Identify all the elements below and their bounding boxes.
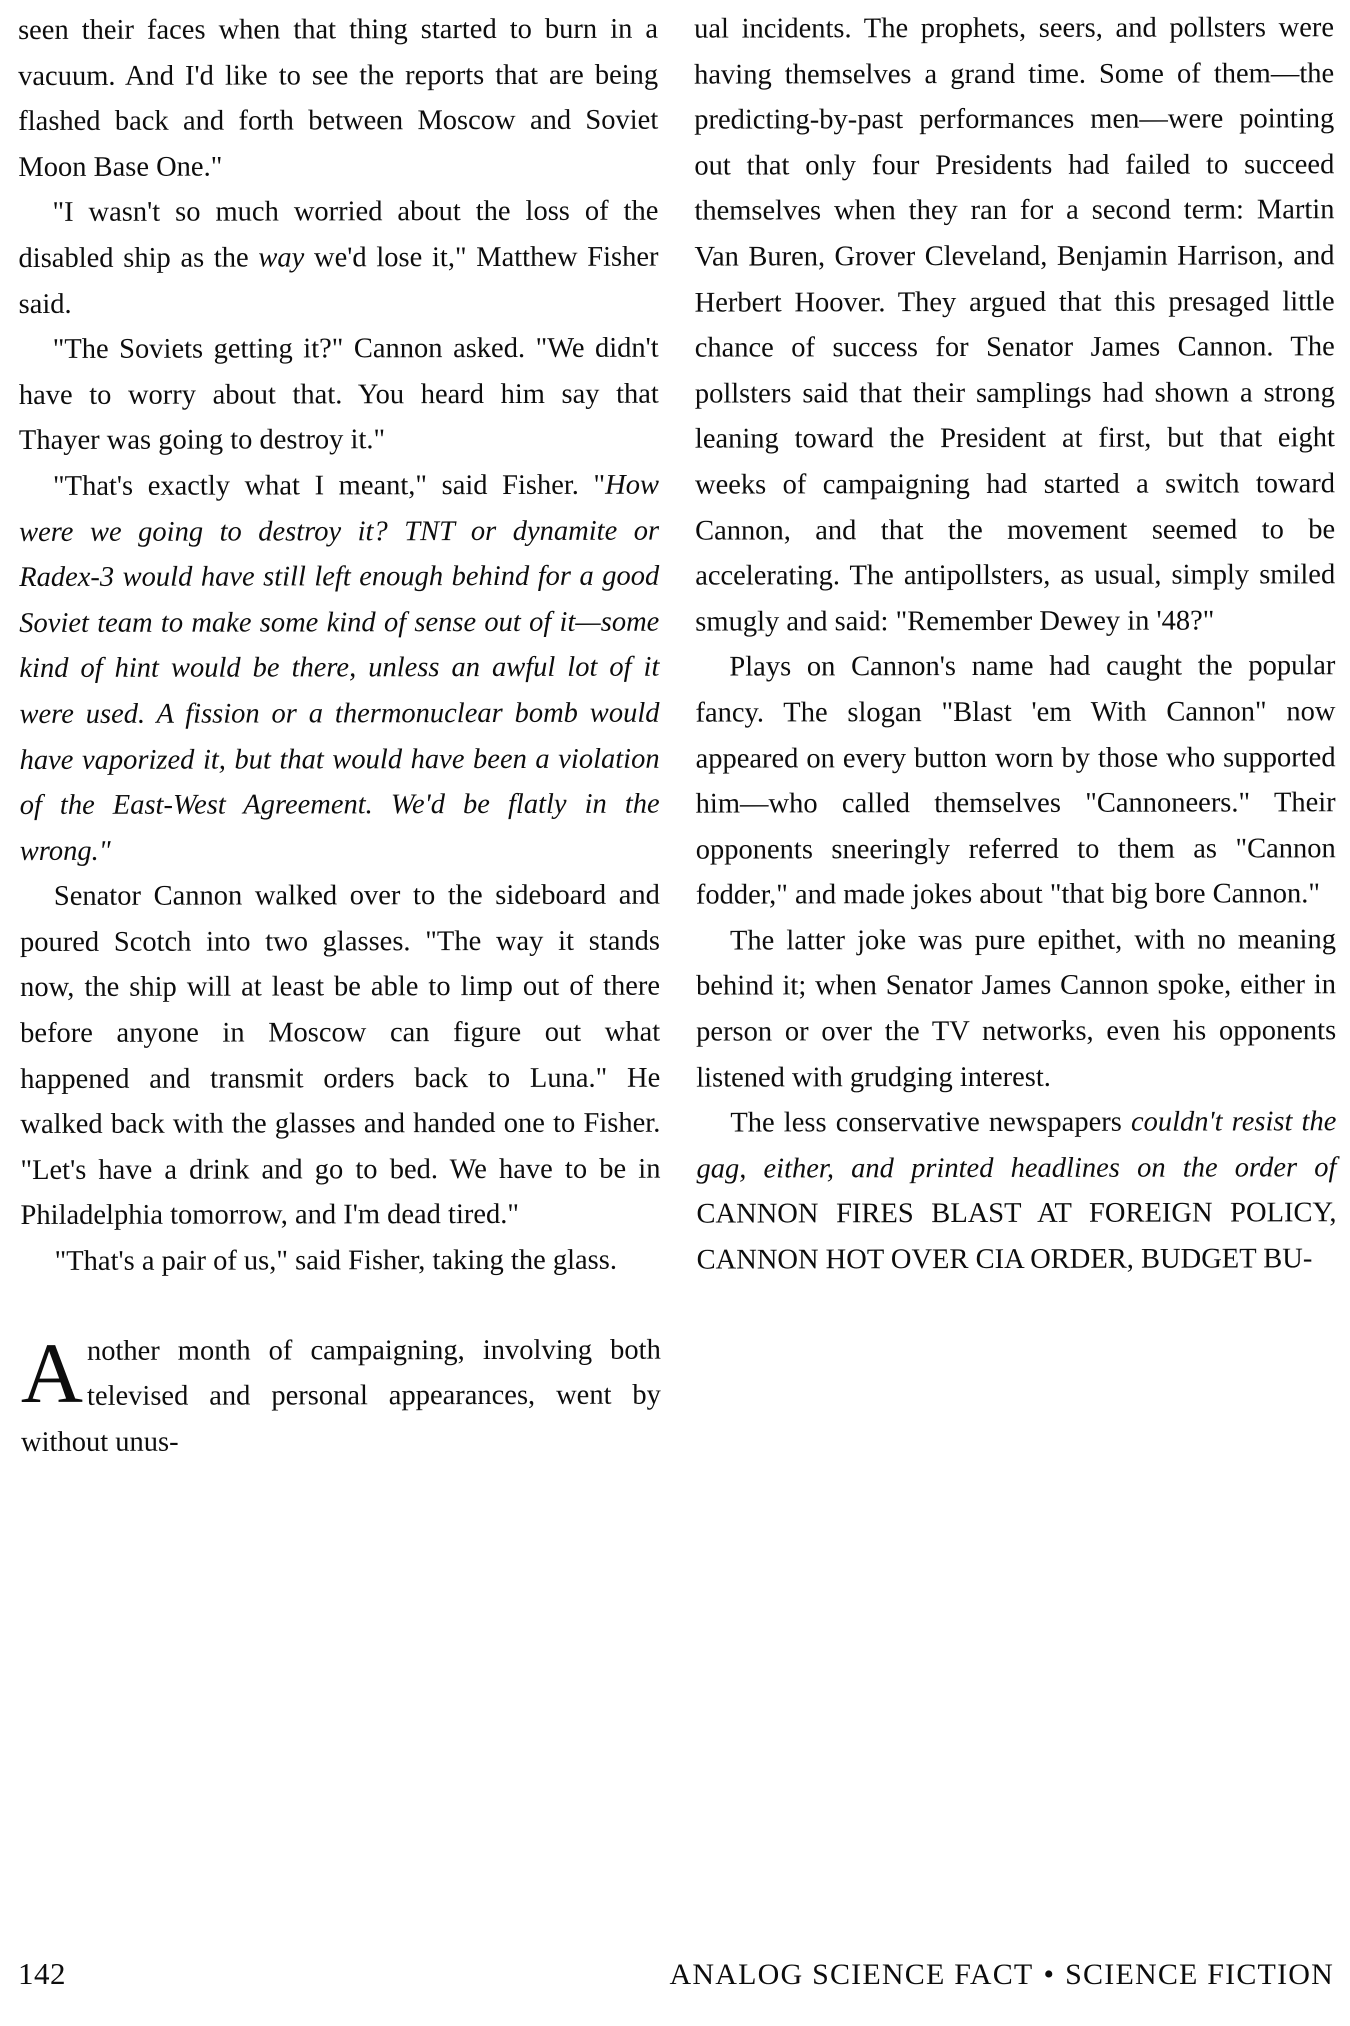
paragraph-text-before: The less conservative newspapers: [730, 1106, 1131, 1139]
paragraph: [696, 1099, 1336, 1283]
left-column: [18, 7, 662, 1878]
paragraph-text-after: we'd lose it," Matthew Fisher said.: [18, 241, 659, 320]
emphasis-passage: How were we going to destroy it? TNT or dynamite or Radex-3 would have still left enough behind for a good Soviet team to make some kind of sense out of it—some kind of hint would be there, unless an awful lot of it were used. A fission or a thermonuclear bomb would have vaporized it, but that would have been a violation of the East-West Agreement. We'd be flatly in the wrong.": [19, 469, 660, 867]
paragraph: [18, 189, 658, 327]
paragraph-with-dropcap: [20, 1324, 661, 1465]
running-title-right: SCIENCE FICTION: [1065, 1958, 1334, 1991]
paragraph-text-before: "I wasn't so much worried about the loss of the disabled ship as the: [18, 196, 659, 274]
two-column-body: [18, 5, 1338, 1878]
paragraph: ual incidents. The prophets, seers, and pollsters were having themselves a grand time. Some of them—the predicting-by-past performances men—were pointing out that only four Presidents had failed to succeed themselves when they ran for a second term: Martin Van Buren, Grover Cleveland, Benjamin Harrison, and Herbert Hoover. They argued that this presaged little chance of success for Senator James Cannon. The pollsters said that their samplings had shown a strong leaning toward the President at first, but that eight weeks of campaigning had started a switch toward Cannon, and that the movement seemed to be accelerating. The antipollsters, as usual, simply smiled smugly and said: "Remember Dewey in '48?": [694, 12, 1336, 638]
paragraph-text: nother month of campaigning, involving both televised and personal appearances, went by without unus-: [20, 1334, 661, 1458]
paragraph: [19, 463, 660, 875]
drop-cap-letter: A: [20, 1324, 84, 1421]
paragraph-text-before: "That's exactly what I meant," said Fisher. ": [52, 469, 606, 502]
paragraph: Plays on Cannon's name had caught the popular fancy. The slogan "Blast 'em With Cannon" now appeared on every button worn by those who supported him—who called themselves "Cannoneers." Their opponents sneeringly referred to them as "Cannon fodder," and made jokes about "that big bore Cannon.": [695, 650, 1336, 911]
running-title: [670, 1958, 1334, 1992]
paragraph: The latter joke was pure epithet, with no meaning behind it; when Senator James Cannon spoke, either in person or over the TV networks, even his opponents listened with grudging interest.: [696, 924, 1337, 1094]
right-column: [694, 5, 1338, 1876]
headline-quotes: CANNON FIRES BLAST AT FOREIGN POLICY, CANNON HOT OVER CIA ORDER, BUDGET BU-: [696, 1197, 1337, 1276]
emphasis-passage: couldn't resist the gag, either, and printed headlines on the order of: [696, 1106, 1337, 1185]
running-title-separator: •: [1043, 1958, 1056, 1991]
page-number: 142: [18, 1956, 66, 1991]
paragraph: "That's a pair of us," said Fisher, taking the glass.: [54, 1244, 618, 1277]
paragraph: seen their faces when that thing started to burn in a vacuum. And I'd like to see the reports that are being flashed back and forth between Moscow and Soviet Moon Base One.": [18, 13, 659, 183]
running-title-left: ANALOG SCIENCE FACT: [669, 1958, 1034, 1991]
page-footer: [18, 1956, 1334, 1992]
emphasis-word: way: [258, 242, 305, 274]
paragraph: "The Soviets getting it?" Cannon asked. "We didn't have to worry about that. You heard him say that Thayer was going to destroy it.": [18, 332, 659, 457]
paragraph: Senator Cannon walked over to the sideboard and poured Scotch into two glasses. "The way it stands now, the ship will at least be able to limp out of there before anyone in Moscow can figure out what happened and transmit orders back to Luna." He walked back with the glasses and handed one to Fisher. "Let's have a drink and go to bed. We have to be in Philadelphia tomorrow, and I'm dead tired.": [19, 879, 661, 1232]
